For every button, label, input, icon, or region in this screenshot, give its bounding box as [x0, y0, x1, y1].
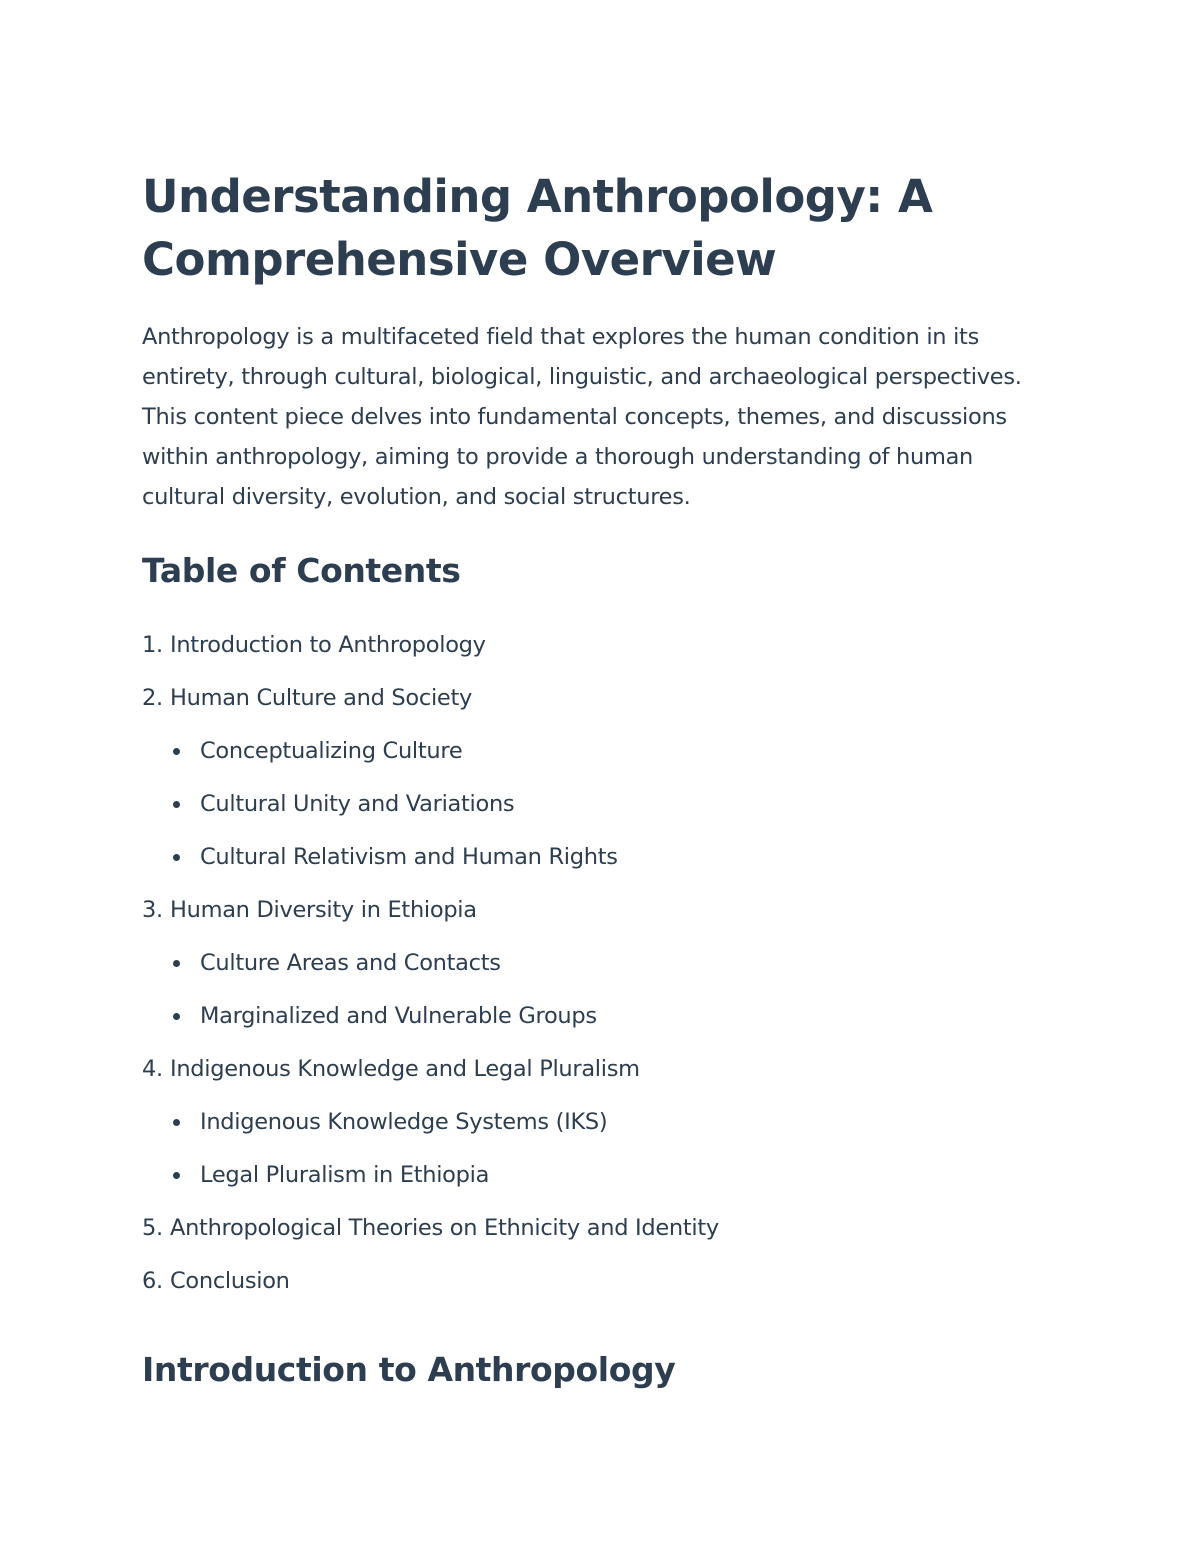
bullet-icon [173, 1013, 180, 1020]
toc-sublist [142, 725, 1062, 884]
toc-subitem [142, 990, 1062, 1043]
toc-subitem-label: Culture Areas and Contacts [200, 950, 501, 976]
toc-item-number: 4. [142, 1056, 163, 1082]
toc-subitem-label: Indigenous Knowledge Systems (IKS) [200, 1109, 608, 1135]
toc-subitem-label: Legal Pluralism in Ethiopia [200, 1162, 490, 1188]
toc-subitem-label: Marginalized and Vulnerable Groups [200, 1003, 597, 1029]
toc-heading: Table of Contents [142, 551, 461, 590]
toc-item-human-diversity [142, 884, 1062, 1043]
section-heading-introduction: Introduction to Anthropology [142, 1350, 676, 1389]
toc-item-number: 2. [142, 685, 163, 711]
toc-item-label: Human Culture and Society [170, 685, 472, 711]
toc-item-number: 5. [142, 1215, 163, 1241]
toc-item-introduction [142, 619, 1062, 672]
toc-subitem [142, 831, 1062, 884]
toc-subitem [142, 1149, 1062, 1202]
toc-item-indigenous-knowledge [142, 1043, 1062, 1202]
toc-subitem [142, 725, 1062, 778]
toc-item-number: 1. [142, 632, 163, 658]
toc-item-label: Anthropological Theories on Ethnicity and Identity [170, 1215, 719, 1241]
bullet-icon [173, 748, 180, 755]
toc-subitem [142, 778, 1062, 831]
toc-item-label: Indigenous Knowledge and Legal Pluralism [170, 1056, 640, 1082]
toc-item-human-culture [142, 672, 1062, 884]
bullet-icon [173, 1172, 180, 1179]
toc-subitem-label: Conceptualizing Culture [200, 738, 463, 764]
bullet-icon [173, 960, 180, 967]
toc-item-label: Conclusion [170, 1268, 290, 1294]
toc-subitem-label: Cultural Relativism and Human Rights [200, 844, 618, 870]
toc-item-label: Human Diversity in Ethiopia [170, 897, 477, 923]
bullet-icon [173, 854, 180, 861]
toc-item-number: 3. [142, 897, 163, 923]
toc-item-conclusion [142, 1255, 1062, 1308]
toc-item-theories [142, 1202, 1062, 1255]
intro-paragraph: Anthropology is a multifaceted field that explores the human condition in its entirety, through cultural, biological, linguistic, and archaeological perspectives. This content piece delves into fundamental concepts, themes, and discussions within anthropology, aiming to provide a thorough understanding of human cultural diversity, evolution, and social structures. [142, 324, 1022, 510]
toc-subitem [142, 1096, 1062, 1149]
toc-subitem-label: Cultural Unity and Variations [200, 791, 515, 817]
toc-sublist [142, 1096, 1062, 1202]
bullet-icon [173, 1119, 180, 1126]
document-page [142, 165, 1062, 1392]
toc-subitem [142, 937, 1062, 990]
bullet-icon [173, 801, 180, 808]
page-title: Understanding Anthropology: A Comprehensive Overview [142, 170, 933, 286]
toc-item-label: Introduction to Anthropology [170, 632, 486, 658]
toc-item-number: 6. [142, 1268, 163, 1294]
toc-sublist [142, 937, 1062, 1043]
table-of-contents [142, 619, 1062, 1308]
